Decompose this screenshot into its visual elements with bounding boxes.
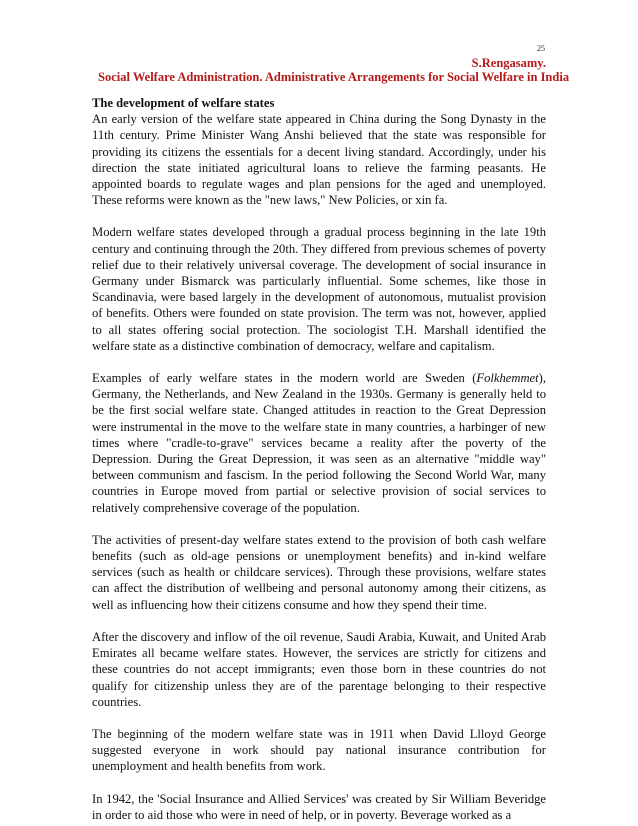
paragraph-modern-welfare-states: Modern welfare states developed through a gradual process beginning in the late 19th century and continuing through the 20th. They differed from previous schemes of poverty relief due to their relatively universal coverage. The development of social insurance in Germany under Bismarck was particularly influential. Some schemes, like those in Scandinavia, were based largely in the development of autonomous, mutualist provision of benefits. Others were founded on state provision. The term was not, however, applied to all states offering social protection. The sociologist T.H. Marshall identified the welfare state as a distinctive combination of democracy, welfare and capitalism. bbox=[92, 225, 546, 353]
paragraph-song-dynasty: An early version of the welfare state appeared in China during the Song Dynasty in the 11th century. Prime Minister Wang Anshi believed that the state was responsible for providing its citizens the essentials for a decent living standard. Accordingly, under his direction the state initiated agricultural loans to relieve the farming peasants. He appointed boards to regulate wages and plan pensions for the aged and unemployed. These reforms were known as the "new laws," New Policies, or xin fa. bbox=[92, 112, 546, 208]
page-number: 25 bbox=[537, 44, 545, 53]
paragraph-early-examples bbox=[92, 370, 546, 516]
paragraph-present-day-activities: The activities of present-day welfare states extend to the provision of both cash welfare benefits (such as old-age pensions or unemployment benefits) and in-kind welfare services (such as health or childcare services). Through these provisions, welfare states can affect the distribution of wellbeing and personal autonomy among their citizens, as well as influencing how their citizens consume and how they spend their time. bbox=[92, 532, 546, 612]
paragraph-text: Examples of early welfare states in the modern world are Sweden ( bbox=[92, 371, 477, 386]
author-name: S.Rengasamy. bbox=[471, 56, 546, 70]
paragraph-lloyd-george: The beginning of the modern welfare state was in 1911 when David Llloyd George suggested everyone in work should pay national insurance contribution for unemployment and health benefits from work. bbox=[92, 726, 546, 774]
section-heading: The development of welfare states bbox=[92, 96, 275, 110]
paragraph-text: ), Germany, the Netherlands, and New Zealand in the 1930s. Germany is generally held to be the first social welfare state. Changed attitudes in reaction to the Great Depression were instrumental in the move to the welfare state in many countries, a harbinger of new times where "cradle-to-grave" services became a reality after the poverty of the Depression. During the Great Depression, it was seen as an alternative "middle way" between communism and fascism. In the period following the Second World War, many countries in Europe moved from partial or selective provision of social services to relatively comprehensive coverage of the population. bbox=[92, 371, 546, 515]
italic-term: Folkhemmet bbox=[476, 371, 539, 386]
document-body bbox=[92, 95, 546, 823]
running-title: Social Welfare Administration. Administrative Arrangements for Social Welfare in India bbox=[98, 70, 570, 84]
paragraph-gulf-states: After the discovery and inflow of the oil revenue, Saudi Arabia, Kuwait, and United Arab Emirates all became welfare states. However, the services are strictly for citizens and these countries do not accept immigrants; even those born in these countries do not qualify for citizenship unless they are of the parentage belonging to their respective countries. bbox=[92, 629, 546, 709]
paragraph-beveridge: In 1942, the 'Social Insurance and Allied Services' was created by Sir William Beveridge in order to aid those who were in need of help, or in poverty. Beverage worked as a bbox=[92, 791, 546, 822]
